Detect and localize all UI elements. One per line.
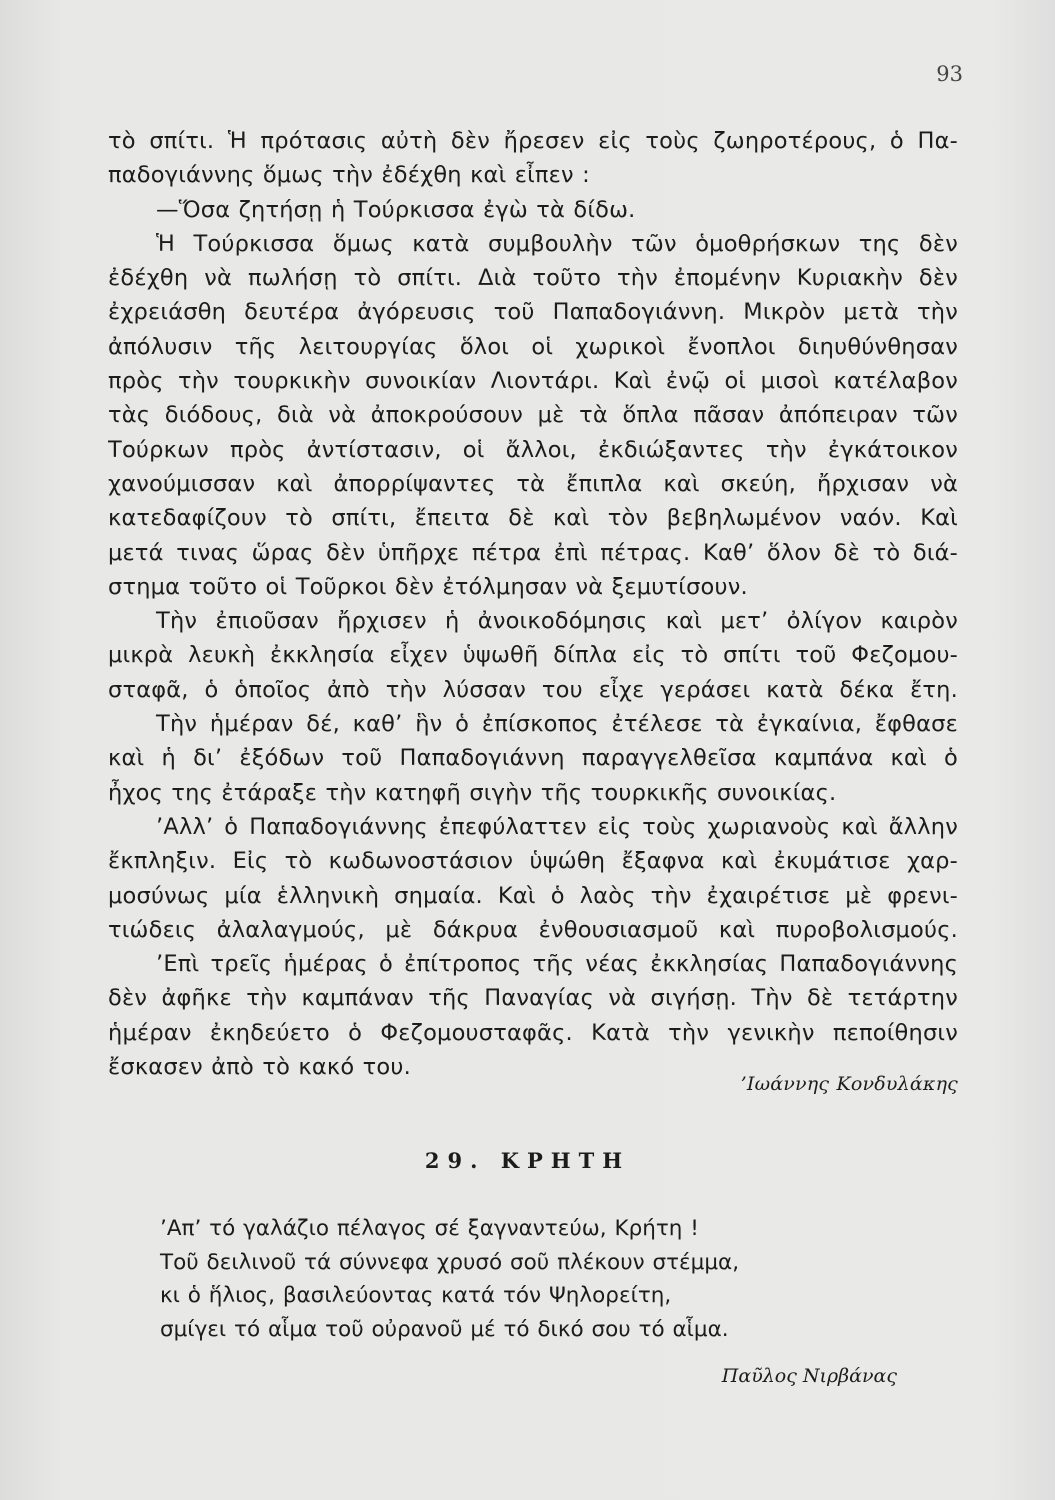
text-line: Τούρκων πρὸς ἀντίστασιν, οἱ ἄλλοι, ἐκδιώξαντες τὴν ἐγκάτοικον: [108, 436, 958, 463]
text-line: Τὴν ἡμέραν δέ, καθ’ ἣν ὁ ἐπίσκοπος ἐτέλεσε τὰ ἐγκαίνια, ἔφθασε: [156, 711, 958, 738]
text-line: —Ὅσα ζητήσῃ ἡ Τούρκισσα ἐγὼ τὰ δίδω.: [156, 196, 636, 223]
text-line: ἐχρειάσθη δευτέρα ἀγόρευσις τοῦ Παπαδογιάννη. Μικρὸν μετὰ τὴν: [108, 299, 958, 326]
text-line: ἐδέχθη νὰ πωλήσῃ τὸ σπίτι. Διὰ τοῦτο τὴν ἐπομένην Κυριακὴν δὲν: [108, 265, 958, 292]
poem: [160, 1212, 739, 1346]
chapter-title: 29. ΚΡΗΤΗ: [424, 1148, 631, 1173]
prose-author: ’Ιωάννης Κονδυλάκης: [740, 1073, 958, 1096]
text-line: καὶ ἡ δι’ ἐξόδων τοῦ Παπαδογιάννη παραγγελθεῖσα καμπάνα καὶ ὁ: [108, 745, 958, 772]
closing-row: [108, 1050, 958, 1096]
text-line: τὰς διόδους, διὰ νὰ ἀποκρούσουν μὲ τὰ ὅπλα πᾶσαν ἀπόπειραν τῶν: [108, 402, 958, 429]
poem-line: Τοῦ δειλινοῦ τά σύννεφα χρυσό σοῦ πλέκουν στέμμα,: [160, 1249, 740, 1275]
poem-line: κι ὁ ἥλιος, βασιλεύοντας κατά τόν Ψηλορείτη,: [160, 1283, 672, 1308]
text-line: τιώδεις ἀλαλαγμούς, μὲ δάκρυα ἐνθουσιασμοῦ καὶ πυροβολισμούς.: [108, 916, 958, 943]
text-line: μετά τινας ὥρας δὲν ὑπῆρχε πέτρα ἐπὶ πέτρας. Καθ’ ὅλον δὲ τὸ διά-: [108, 539, 958, 566]
poem-line: ’Απ’ τό γαλάζιο πέλαγος σέ ξαγναντεύω, Κρήτη !: [160, 1216, 699, 1241]
prose-body: [108, 124, 958, 1096]
text-line: παδογιάννης ὅμως τὴν ἐδέχθη καὶ εἶπεν :: [108, 162, 590, 189]
text-line: ἔσκασεν ἀπὸ τὸ κακό του.: [108, 1054, 411, 1081]
text-line: ἡμέραν ἐκηδεύετο ὁ Φεζομουσταφᾶς. Κατὰ τὴν γενικὴν πεποίθησιν: [108, 1019, 958, 1046]
text-line: ἦχος της ἐτάραξε τὴν κατηφῆ σιγὴν τῆς τουρκικῆς συνοικίας.: [108, 779, 837, 806]
text-line: σταφᾶ, ὁ ὁποῖος ἀπὸ τὴν λύσσαν του εἶχε γεράσει κατὰ δέκα ἔτη.: [108, 676, 958, 703]
text-line: ἀπόλυσιν τῆς λειτουργίας ὅλοι οἱ χωρικοὶ ἔνοπλοι διηυθύνθησαν: [108, 333, 958, 360]
text-line: μικρὰ λευκὴ ἐκκλησία εἶχεν ὑψωθῆ δίπλα εἰς τὸ σπίτι τοῦ Φεζομου-: [108, 642, 958, 669]
text-line: στημα τοῦτο οἱ Τοῦρκοι δὲν ἐτόλμησαν νὰ ξεμυτίσουν.: [108, 573, 748, 600]
text-line: τὸ σπίτι. Ἡ πρότασις αὐτὴ δὲν ἤρεσεν εἰς τοὺς ζωηροτέρους, ὁ Πα-: [108, 128, 958, 154]
poem-line: σμίγει τό αἷμα τοῦ οὐρανοῦ μέ τό δικό σου τό αἷμα.: [160, 1316, 729, 1342]
text-line: δὲν ἀφῆκε τὴν καμπάναν τῆς Παναγίας νὰ σιγήσῃ. Τὴν δὲ τετάρτην: [108, 985, 958, 1012]
text-line: ’Επὶ τρεῖς ἡμέρας ὁ ἐπίτροπος τῆς νέας ἐκκλησίας Παπαδογιάννης: [156, 951, 958, 978]
text-line: ’Αλλ’ ὁ Παπαδογιάννης ἐπεφύλαττεν εἰς τοὺς χωριανοὺς καὶ ἄλλην: [156, 813, 958, 840]
text-line: κατεδαφίζουν τὸ σπίτι, ἔπειτα δὲ καὶ τὸν βεβηλωμένον ναόν. Καὶ: [108, 505, 958, 532]
page-number: 93: [936, 62, 963, 86]
text-line: μοσύνως μία ἑλληνικὴ σημαία. Καὶ ὁ λαὸς τὴν ἐχαιρέτισε μὲ φρενι-: [108, 882, 958, 909]
text-line: χανούμισσαν καὶ ἀπορρίψαντες τὰ ἔπιπλα καὶ σκεύη, ἤρχισαν νὰ: [108, 470, 958, 497]
text-line: Τὴν ἐπιοῦσαν ἤρχισεν ἡ ἀνοικοδόμησις καὶ μετ’ ὀλίγον καιρὸν: [156, 608, 958, 635]
text-line: πρὸς τὴν τουρκικὴν συνοικίαν Λιοντάρι. Καὶ ἐνῷ οἱ μισοὶ κατέλαβον: [108, 368, 958, 395]
poem-author: Παῦλος Νιρβάνας: [721, 1365, 897, 1387]
text-line: ἔκπληξιν. Εἰς τὸ κωδωνοστάσιον ὑψώθη ἔξαφνα καὶ ἐκυμάτισε χαρ-: [108, 848, 958, 875]
text-line: Ἡ Τούρκισσα ὅμως κατὰ συμβουλὴν τῶν ὁμοθρήσκων της δὲν: [156, 230, 958, 257]
